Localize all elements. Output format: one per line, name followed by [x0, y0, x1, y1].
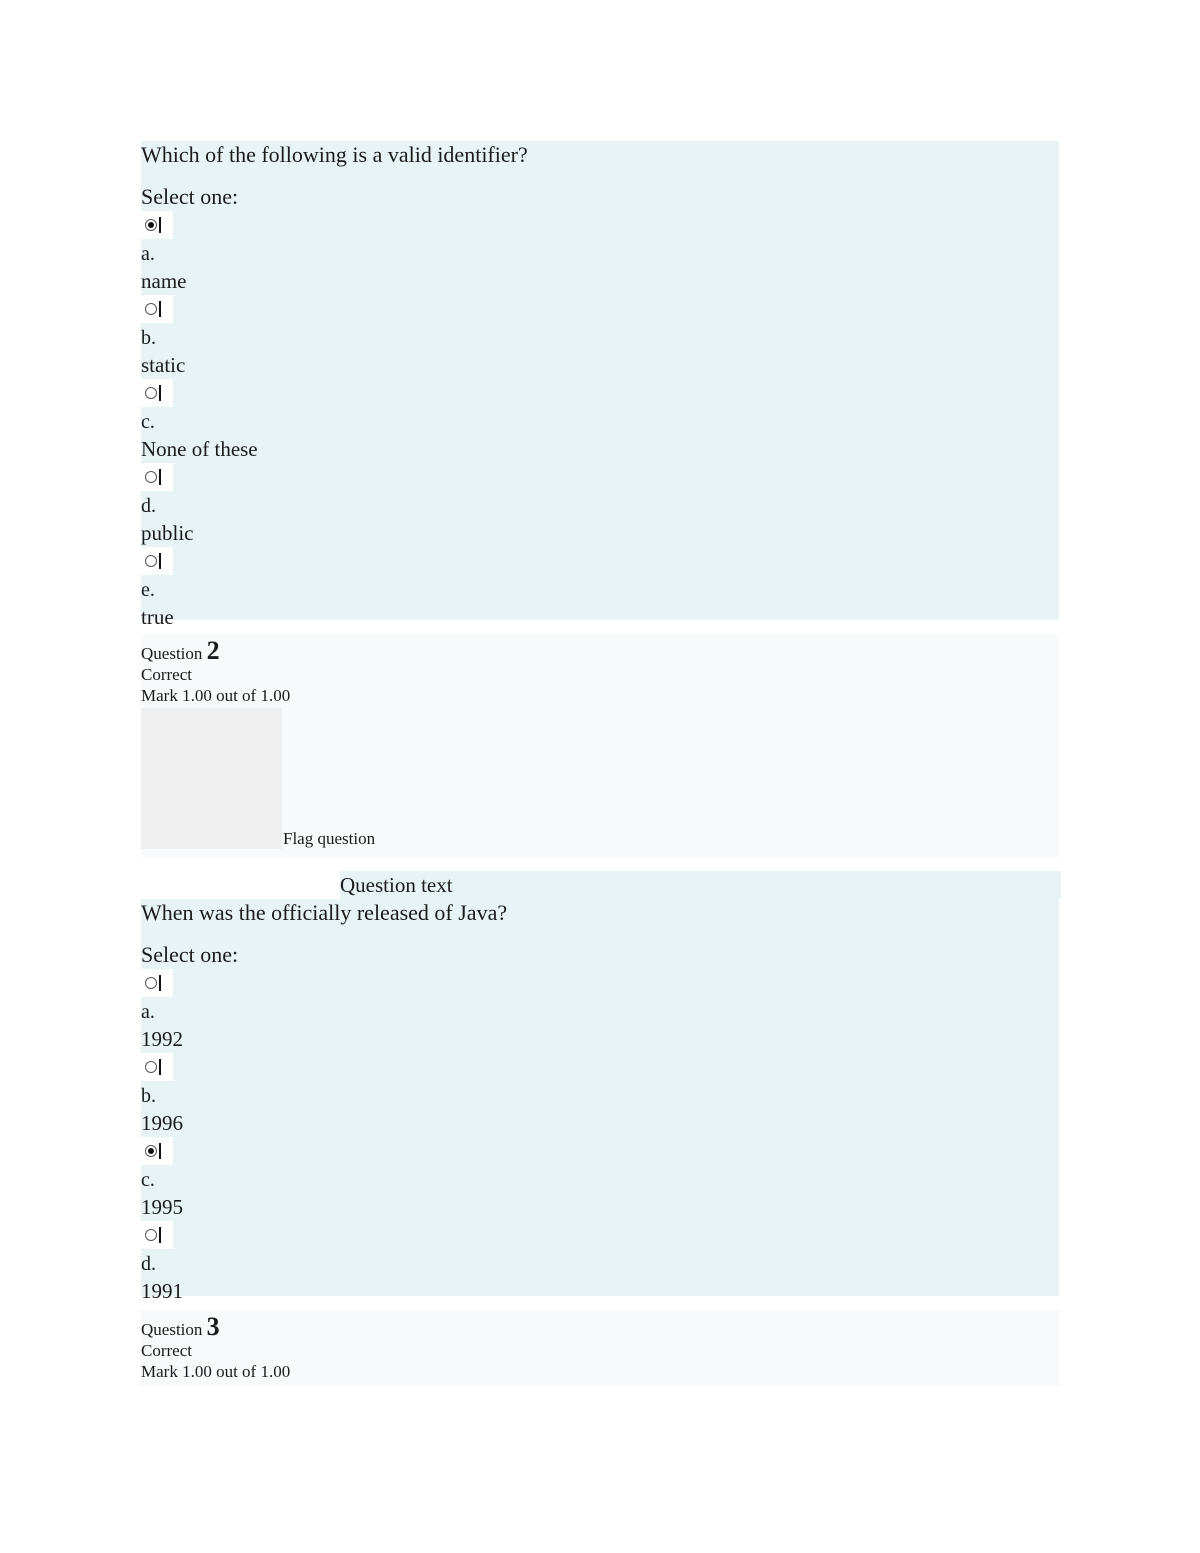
question-number	[141, 1310, 1059, 1340]
question-number	[141, 634, 1059, 664]
radio-unselected-icon	[145, 977, 157, 989]
radio-unselected-icon	[145, 471, 157, 483]
select-one-prompt: Select one:	[141, 184, 239, 209]
answer-label[interactable]: true	[141, 605, 174, 629]
answer-letter: a.	[141, 1001, 155, 1023]
answer-label[interactable]: 1991	[141, 1279, 183, 1303]
answer-option[interactable]	[141, 463, 1059, 547]
answer-label[interactable]: 1992	[141, 1027, 183, 1051]
flag-question-link[interactable]: Flag question	[283, 829, 376, 848]
answer-label[interactable]: public	[141, 521, 194, 545]
text-cursor-icon	[159, 1059, 161, 1075]
radio-selected-icon	[145, 1145, 157, 1157]
answer-list	[141, 969, 1059, 1305]
question-1-text: Which of the following is a valid identifier?	[141, 142, 528, 167]
text-cursor-icon	[159, 301, 161, 317]
answer-letter: b.	[141, 1085, 156, 1107]
radio-button[interactable]	[141, 1053, 173, 1081]
answer-label[interactable]: static	[141, 353, 186, 377]
question-1-content	[141, 141, 1059, 629]
question-2-content	[141, 899, 1059, 1303]
radio-button[interactable]	[141, 1137, 173, 1165]
radio-unselected-icon	[145, 1061, 157, 1073]
answer-letter: c.	[141, 411, 155, 433]
answer-option[interactable]	[141, 295, 1059, 379]
question-label: Question	[141, 644, 203, 663]
question-3-info	[141, 1310, 1059, 1386]
answer-option[interactable]	[141, 969, 1059, 1053]
flag-question-row[interactable]	[141, 708, 1059, 849]
text-cursor-icon	[159, 553, 161, 569]
answer-option[interactable]	[141, 1053, 1059, 1137]
text-cursor-icon	[159, 1143, 161, 1159]
answer-option[interactable]	[141, 547, 1059, 631]
text-cursor-icon	[159, 385, 161, 401]
answer-label[interactable]: 1995	[141, 1195, 183, 1219]
text-cursor-icon	[159, 1227, 161, 1243]
radio-button[interactable]	[141, 463, 173, 491]
radio-unselected-icon	[145, 1229, 157, 1241]
radio-button[interactable]	[141, 379, 173, 407]
question-label: Question	[141, 1320, 203, 1339]
answer-label[interactable]: None of these	[141, 437, 258, 461]
question-state: Correct	[141, 1341, 192, 1360]
answer-option[interactable]	[141, 379, 1059, 463]
answer-letter: c.	[141, 1169, 155, 1191]
answer-letter: d.	[141, 1253, 156, 1275]
question-number-value: 3	[206, 1312, 220, 1341]
answer-option[interactable]	[141, 211, 1059, 295]
text-cursor-icon	[159, 469, 161, 485]
radio-unselected-icon	[145, 387, 157, 399]
answer-letter: d.	[141, 495, 156, 517]
answer-letter: a.	[141, 243, 155, 265]
radio-button[interactable]	[141, 1221, 173, 1249]
answer-label[interactable]: name	[141, 269, 187, 293]
question-state: Correct	[141, 665, 192, 684]
question-text-heading: Question text	[340, 871, 1061, 899]
radio-button[interactable]	[141, 295, 173, 323]
text-cursor-icon	[159, 975, 161, 991]
radio-selected-icon	[145, 219, 157, 231]
radio-unselected-icon	[145, 303, 157, 315]
select-one-prompt: Select one:	[141, 942, 239, 967]
answer-letter: b.	[141, 327, 156, 349]
answer-list	[141, 211, 1059, 631]
radio-button[interactable]	[141, 211, 173, 239]
answer-label[interactable]: 1996	[141, 1111, 183, 1135]
radio-button[interactable]	[141, 969, 173, 997]
question-mark: Mark 1.00 out of 1.00	[141, 686, 291, 705]
answer-option[interactable]	[141, 1137, 1059, 1221]
radio-button[interactable]	[141, 547, 173, 575]
text-cursor-icon	[159, 217, 161, 233]
flag-icon[interactable]	[141, 708, 282, 849]
question-mark: Mark 1.00 out of 1.00	[141, 1362, 291, 1381]
radio-unselected-icon	[145, 555, 157, 567]
answer-option[interactable]	[141, 1221, 1059, 1305]
question-2-text: When was the officially released of Java?	[141, 900, 508, 925]
question-2-info	[141, 634, 1059, 857]
answer-letter: e.	[141, 579, 155, 601]
question-number-value: 2	[206, 636, 220, 665]
